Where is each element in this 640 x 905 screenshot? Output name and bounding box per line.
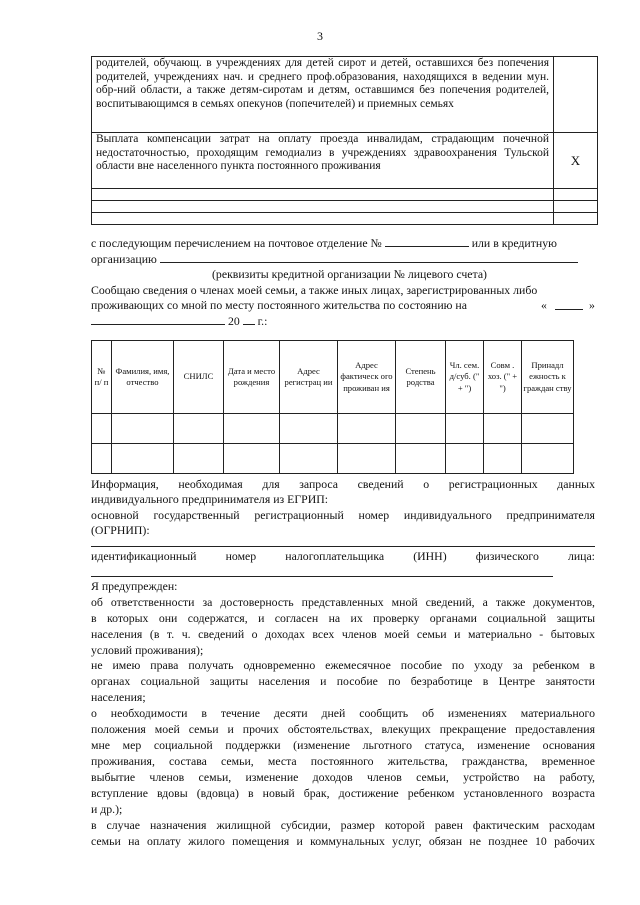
warning-line: в случае назначения жилищной субсидии, размер которой равен фактическим расходам [91,818,595,832]
header-birth: Дата и место рождения [224,341,280,414]
header-citizenship: Принадл ежность к граждан ству [522,341,574,414]
bank-label: организацию [91,252,157,266]
inn-word: номер [225,549,257,563]
warning-line: семьи на оплату жилого помещения и коммунальных услуг, обязан не позднее 10 рабочих [91,834,595,848]
warning-line: о необходимости в течение десяти дней сообщить об изменениях материального [91,706,595,720]
header-family-member: Чл. сем. д/суб. (" + ") [446,341,484,414]
inn-word: налогоплательщика [285,549,385,563]
empty-cell [446,444,484,474]
warning-line: мне мер социальной поддержки (изменение льготного статуса, изменение основания [91,738,595,752]
empty-cell [112,444,174,474]
warning-line: положения моей семьи и прочих обстоятельствах, влекущих прекращение предоставления [91,722,595,736]
empty-cell [396,414,446,444]
benefits-table [91,56,598,225]
empty-cell [338,414,396,444]
empty-cell [280,444,338,474]
warning-line: условий проживания); [91,643,204,657]
mail-text: с последующим перечислением на почтовое отделение № [91,236,382,250]
empty-cell [224,414,280,444]
post-office-number-field[interactable] [385,236,469,247]
empty-cell [92,414,112,444]
empty-cell [522,444,574,474]
empty-cell [92,201,554,213]
month-field[interactable] [91,314,225,325]
year-prefix: 20 [227,314,240,328]
warning-line: проживания, состава семьи, места постоянного жительства, гражданства, временное [91,754,595,768]
empty-cell [554,189,598,201]
inn-field-line[interactable] [91,576,553,577]
warning-line: населения; [91,690,146,704]
table-row [92,444,574,474]
header-residence: Адрес фактическ ого проживан ия [338,341,396,414]
family-line [91,298,595,313]
empty-cell [174,444,224,474]
table-row [92,189,598,201]
year-suffix: г.: [257,314,268,328]
warning-line: выбытие членов семьи, изменение доходов членов семьи, устройство на работу, [91,770,595,784]
family-line: Сообщаю сведения о членах моей семьи, а также иных лицах, зарегистрированных либо [91,283,538,297]
benefit-mark-cell [554,57,598,133]
warning-line: и др.); [91,802,123,816]
quote-close: » [589,298,595,312]
table-row [92,201,598,213]
warning-line: не имею права получать одновременно ежемесячное пособие по уходу за ребенком в [91,658,595,672]
empty-cell [174,414,224,444]
header-household: Совм . хоз. (" + ") [484,341,522,414]
quote-open: « [541,298,547,312]
empty-cell [224,444,280,474]
family-members-table [91,340,574,474]
egrip-text: Информация, необходимая для запроса сведений о регистрационных данных [91,477,595,491]
empty-cell [112,414,174,444]
benefit-description: Выплата компенсации затрат на оплату проезда инвалидам, страдающим почечной недостаточностью, проходящим гемодиализ в учреждениях здравоохранения Тульской области вне населенного пункта постоянного проживания [92,133,554,189]
inn-word: лица: [567,549,595,563]
warning-line: об ответственности за достоверность представленных мной сведений, а также документов, [91,595,595,609]
date-line [91,314,595,329]
inn-word: физического [475,549,539,563]
bank-line [91,252,595,267]
empty-cell [396,444,446,474]
empty-cell [280,414,338,444]
day-field[interactable] [555,299,583,310]
table-row [92,414,574,444]
year-field[interactable] [243,314,255,325]
header-relation: Степень родства [396,341,446,414]
header-number: № п/ п [92,341,112,414]
inn-word: (ИНН) [413,549,447,563]
bank-field[interactable] [160,252,578,263]
empty-cell [554,213,598,225]
table-row [92,57,598,133]
warning-line: населения (в т. ч. сведений о доходах всех членов моей семьи и материально - бытовых [91,627,595,641]
egrip-text: индивидуального предпринимателя из ЕГРИП: [91,492,329,506]
benefit-mark: X [554,133,598,189]
empty-cell [522,414,574,444]
header-snils: СНИЛС [174,341,224,414]
mail-line [91,236,595,251]
warning-title: Я предупрежден: [91,579,178,593]
empty-cell [92,444,112,474]
empty-cell [92,213,554,225]
family-text: проживающих со мной по месту постоянного жительства по состоянию на [91,298,467,312]
warning-line: органах социальной защиты населения и пособие по безработице в Центре занятости [91,674,595,688]
empty-cell [338,444,396,474]
empty-cell [554,201,598,213]
table-row [92,213,598,225]
egrip-text: основной государственный регистрационный номер индивидуального предпринимателя [91,508,595,522]
header-registration: Адрес регистрац ии [280,341,338,414]
benefit-description: родителей, обучающ. в учреждениях для детей сирот и детей, оставшихся без попечения родителей, учреждениях нач. и среднего проф.образования, находящихся в ведении мун. обр-ний области, а также детям-сиротам и детям, оставшимся без попечения родителей, воспитывающимся в семьях опекунов (попечителей) и приемных семьях [92,57,554,133]
empty-cell [92,189,554,201]
header-full-name: Фамилия, имя, отчество [112,341,174,414]
inn-word: идентификационный [91,549,197,563]
warning-line: вступление вдовы (вдовца) в новый брак, достижение ребенком установленного возраста [91,786,595,800]
empty-cell [484,444,522,474]
mail-text: или в кредитную [471,236,557,250]
empty-cell [484,414,522,444]
egrip-text: (ОГРНИП): [91,523,150,537]
page-number: 3 [317,29,323,43]
table-row [92,133,598,189]
warning-line: в которых они содержатся, и согласен на их проверку органами социальной защиты [91,611,595,625]
ogrnip-field-line[interactable] [91,546,595,547]
bank-caption: (реквизиты кредитной организации № лицевого счета) [212,267,487,281]
empty-cell [446,414,484,444]
inn-line [91,549,595,564]
table-header-row [92,341,574,414]
